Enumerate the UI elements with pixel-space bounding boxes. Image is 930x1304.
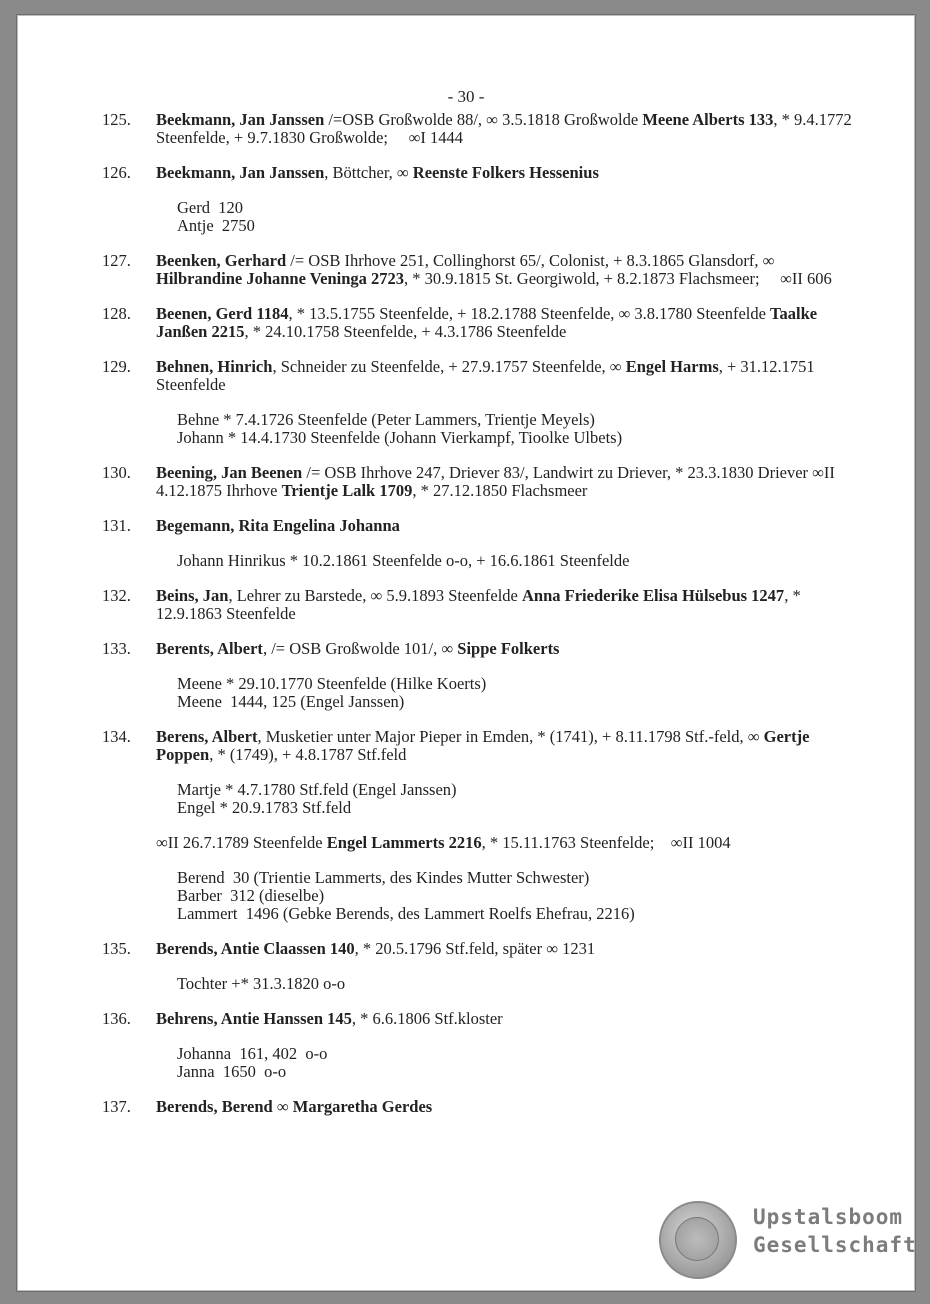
entry-number: 130. [102, 463, 131, 482]
child-line: Johanna 161, 402 o-o [177, 1044, 328, 1063]
children-list [177, 781, 915, 817]
page-number: - 30 - [447, 87, 485, 106]
entry-130 [17, 464, 915, 500]
entry-text: Berends, Antie Claassen 140, * 20.5.1796 Stf.feld, später ∞ 1231 [156, 939, 596, 958]
entry-text: Beenken, Gerhard /= OSB Ihrhove 251, Collinghorst 65/, Colonist, + 8.3.1865 Glansdorf, ∞ Hilbrandine Johanne Veninga 2723, * 30.9.1815 St. Georgiwold, + 8.2.1873 Flachsmeer; ∞II 606 [156, 251, 832, 288]
society-logo [659, 1199, 917, 1279]
child-line: Meene * 29.10.1770 Steenfelde (Hilke Koerts) [177, 674, 487, 693]
entry-text: Berens, Albert, Musketier unter Major Pieper in Emden, * (1741), + 8.11.1798 Stf.-feld, ∞ Gertje Poppen, * (1749), + 4.8.1787 Stf.feld [156, 727, 810, 764]
children-list [177, 552, 915, 570]
seal-icon [659, 1201, 737, 1279]
child-line: Antje 2750 [177, 216, 255, 235]
child-line: Johann * 14.4.1730 Steenfelde (Johann Vierkampf, Tioolke Ulbets) [177, 428, 623, 447]
entry-136 [17, 1010, 915, 1081]
children-list [177, 1045, 915, 1081]
entry-number: 136. [102, 1009, 131, 1028]
entry-number: 126. [102, 163, 131, 182]
entry-127 [17, 252, 915, 288]
entry-text: Beenen, Gerd 1184, * 13.5.1755 Steenfelde, + 18.2.1788 Steenfelde, ∞ 3.8.1780 Steenfelde Taalke Janßen 2215, * 24.10.1758 Steenfelde, + 4.3.1786 Steenfelde [156, 304, 818, 341]
entry-135 [17, 940, 915, 993]
entry-number: 129. [102, 357, 131, 376]
entry-text: Beekmann, Jan Janssen /=OSB Großwolde 88/, ∞ 3.5.1818 Großwolde Meene Alberts 133, * 9.4.1772 Steenfelde, + 9.7.1830 Großwolde; ∞I 1444 [156, 110, 852, 147]
document-page [16, 14, 916, 1292]
child-line: Barber 312 (dieselbe) [177, 886, 325, 905]
child-line: Engel * 20.9.1783 Stf.feld [177, 798, 352, 817]
entry-text: Begemann, Rita Engelina Johanna [156, 516, 400, 535]
entry-text: Behnen, Hinrich, Schneider zu Steenfelde, + 27.9.1757 Steenfelde, ∞ Engel Harms, + 31.12.1751 Steenfelde [156, 357, 815, 394]
logo-line-2: Gesellschaft [753, 1233, 917, 1257]
entry-text: Beins, Jan, Lehrer zu Barstede, ∞ 5.9.1893 Steenfelde Anna Friederike Elisa Hülsebus 1247, * 12.9.1863 Steenfelde [156, 586, 801, 623]
child-line: Gerd 120 [177, 198, 243, 217]
children-list [177, 675, 915, 711]
children-list [177, 199, 915, 235]
entry-126 [17, 164, 915, 235]
child-line: Martje * 4.7.1780 Stf.feld (Engel Janssen) [177, 780, 457, 799]
entry-text: Berents, Albert, /= OSB Großwolde 101/, ∞ Sippe Folkerts [156, 639, 560, 658]
child-line: Tochter +* 31.3.1820 o-o [177, 974, 346, 993]
children-list [177, 411, 915, 447]
entry-text: Beening, Jan Beenen /= OSB Ihrhove 247, Driever 83/, Landwirt zu Driever, * 23.3.1830 Driever ∞II 4.12.1875 Ihrhove Trientje Lalk 1709, * 27.12.1850 Flachsmeer [156, 463, 835, 500]
logo-line-1: Upstalsboom [753, 1205, 904, 1229]
entry-number: 131. [102, 516, 131, 535]
child-line: Janna 1650 o-o [177, 1062, 287, 1081]
entry-number: 127. [102, 251, 131, 270]
child-line: Johann Hinrikus * 10.2.1861 Steenfelde o-o, + 16.6.1861 Steenfelde [177, 551, 630, 570]
entry-number: 135. [102, 939, 131, 958]
entry-text: Beekmann, Jan Janssen, Böttcher, ∞ Reenste Folkers Hessenius [156, 163, 599, 182]
logo-text [753, 1203, 917, 1259]
entry-129 [17, 358, 915, 447]
entry-number: 128. [102, 304, 131, 323]
entry-125 [17, 111, 915, 147]
entry-number: 134. [102, 727, 131, 746]
second-children-list [177, 869, 915, 923]
entry-number: 125. [102, 110, 131, 129]
child-line: Berend 30 (Trientie Lammerts, des Kindes Mutter Schwester) [177, 868, 590, 887]
entry-number: 137. [102, 1097, 131, 1116]
entry-number: 132. [102, 586, 131, 605]
entry-132 [17, 587, 915, 623]
child-line: Lammert 1496 (Gebke Berends, des Lammert Roelfs Ehefrau, 2216) [177, 904, 635, 923]
children-list [177, 975, 915, 993]
entry-number: 133. [102, 639, 131, 658]
entry-134 [17, 728, 915, 923]
second-marriage: ∞II 26.7.1789 Steenfelde Engel Lammerts 2216, * 15.11.1763 Steenfelde; ∞II 1004 [156, 833, 731, 852]
entry-137 [17, 1098, 915, 1116]
entry-list [17, 111, 915, 1133]
entry-133 [17, 640, 915, 711]
entry-131 [17, 517, 915, 570]
entry-text: Behrens, Antie Hanssen 145, * 6.6.1806 Stf.kloster [156, 1009, 503, 1028]
child-line: Meene 1444, 125 (Engel Janssen) [177, 692, 405, 711]
child-line: Behne * 7.4.1726 Steenfelde (Peter Lammers, Trientje Meyels) [177, 410, 595, 429]
entry-128 [17, 305, 915, 341]
entry-text: Berends, Berend ∞ Margaretha Gerdes [156, 1097, 433, 1116]
